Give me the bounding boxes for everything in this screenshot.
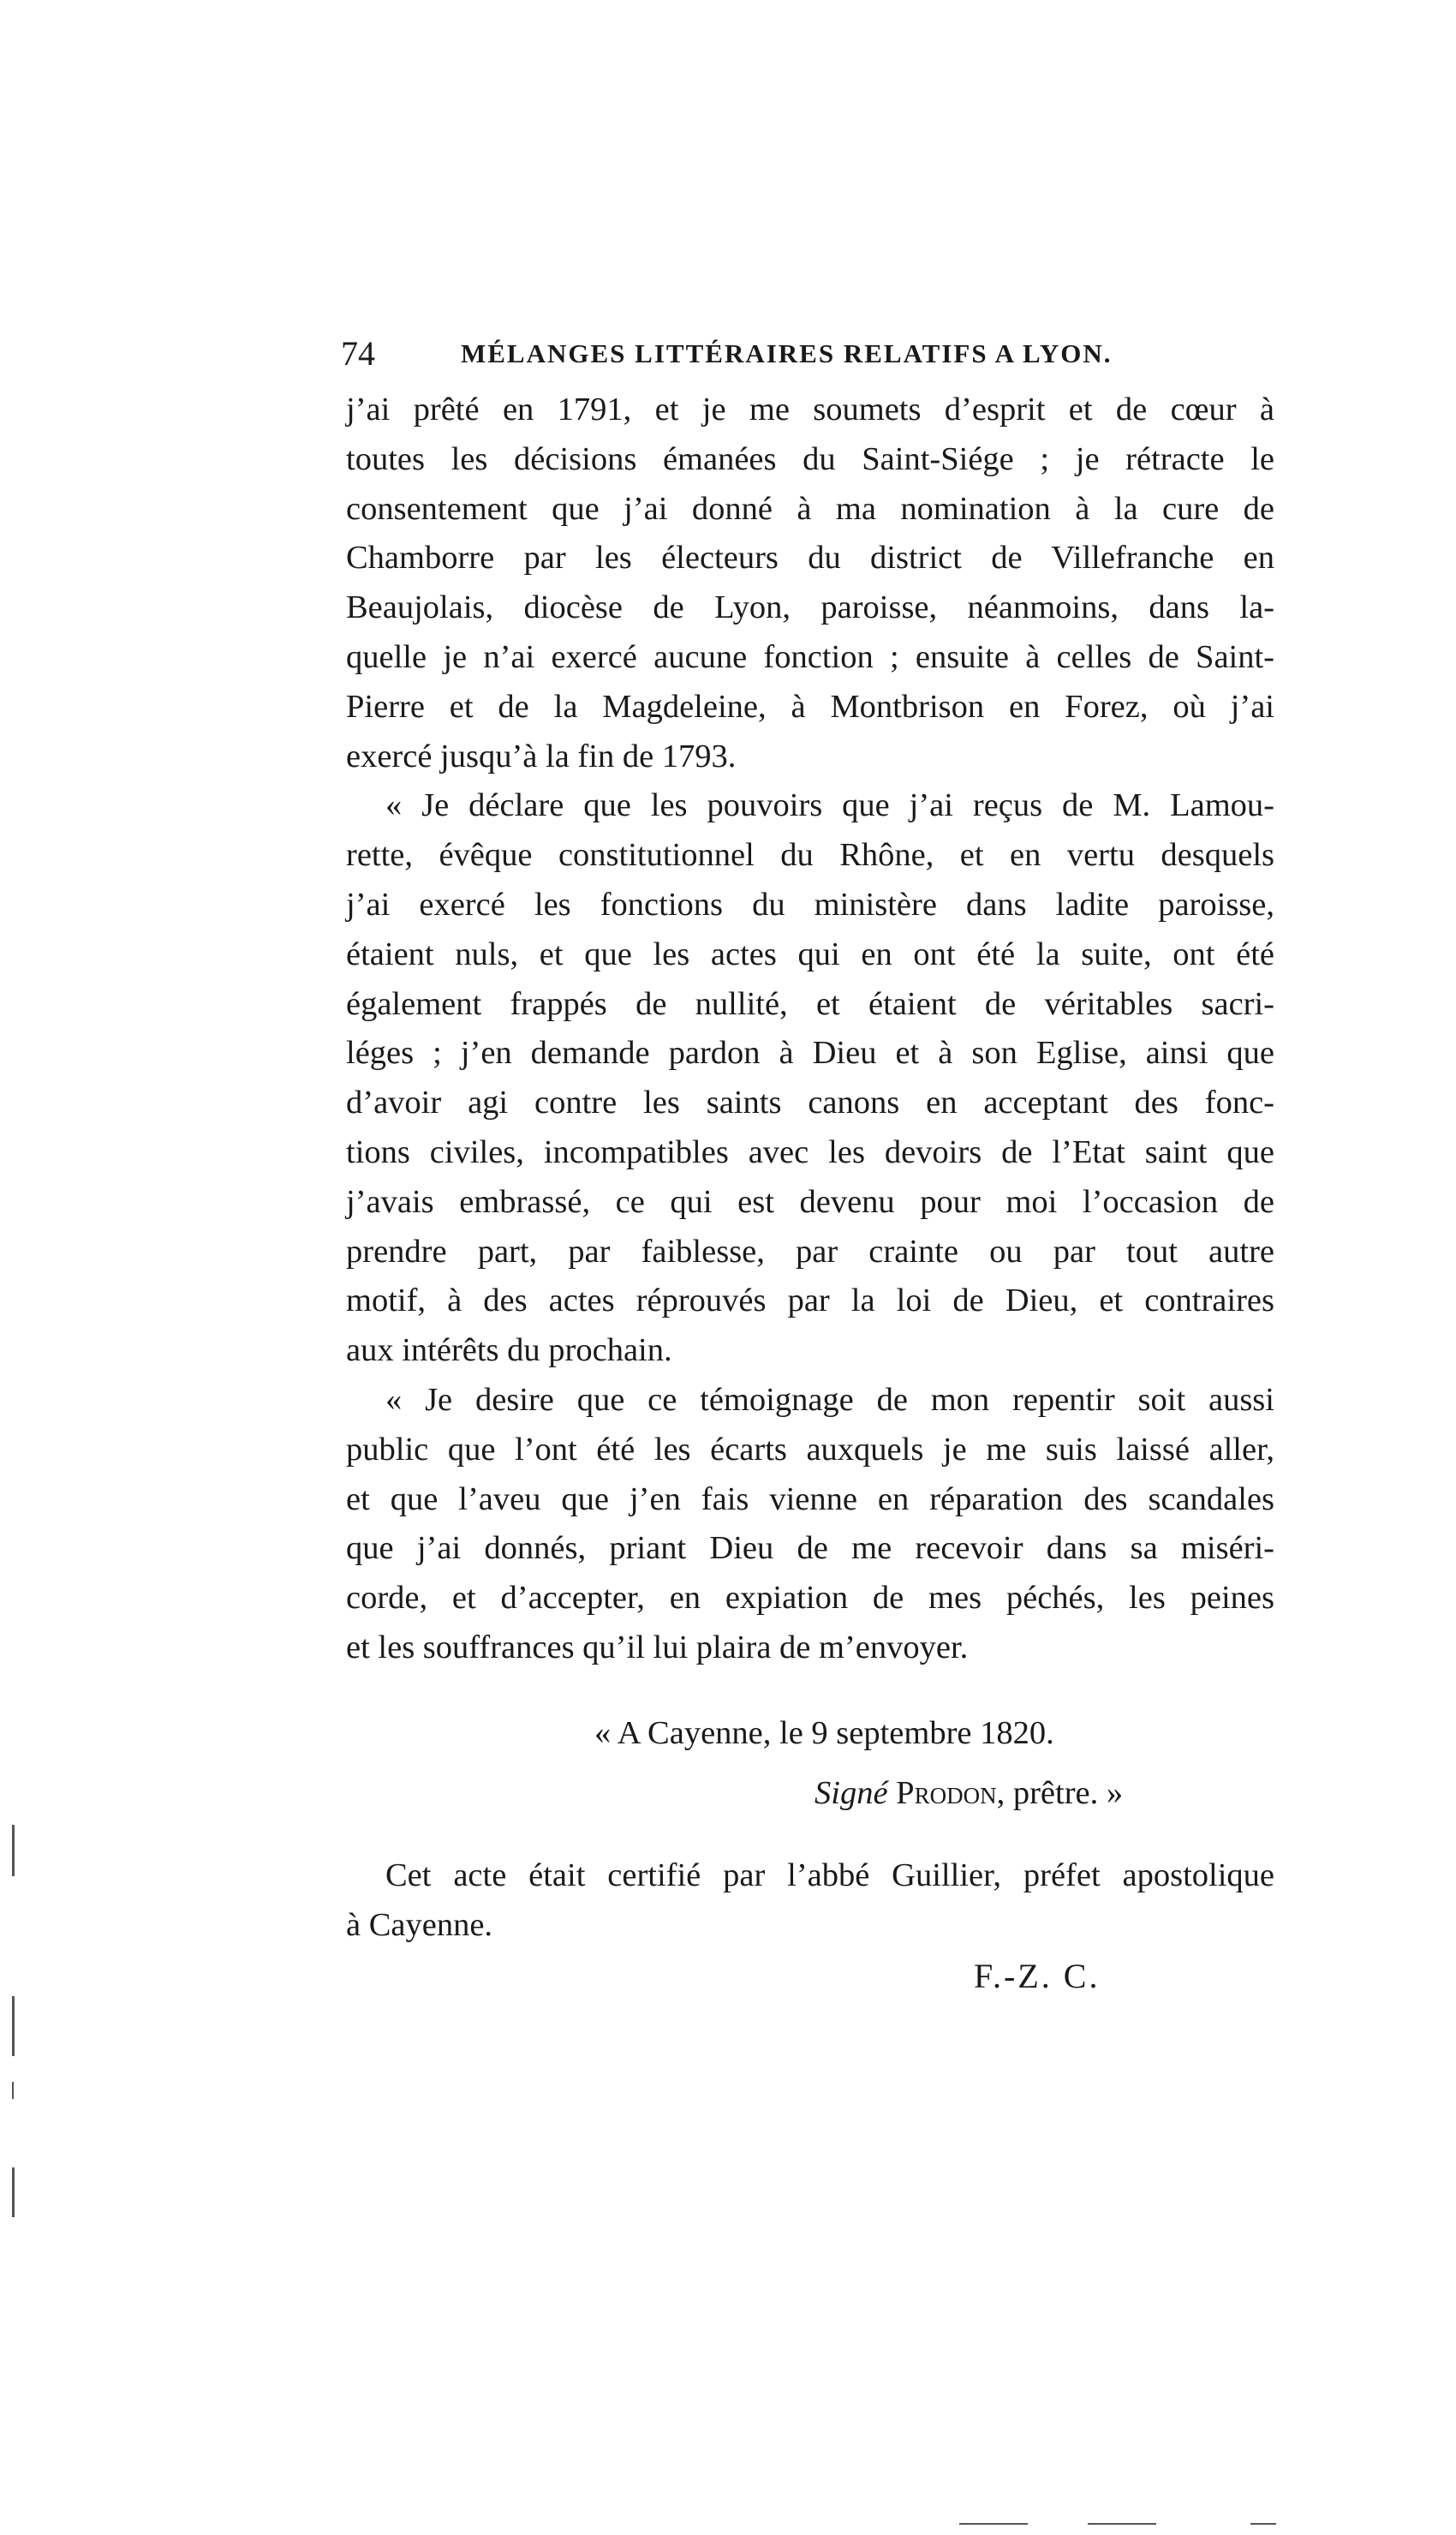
text-line: Beaujolais, diocèse de Lyon, paroisse, néanmoins, dans la- (346, 589, 1274, 626)
spacer (346, 1673, 1274, 1707)
text-line: exercé jusqu’à la fin de 1793. (346, 738, 737, 774)
text-line: et que l’aveu que j’en fais vienne en réparation des scandales (346, 1480, 1274, 1517)
signature-line (346, 1759, 1274, 1827)
paragraph (346, 386, 1274, 781)
scan-mark (959, 2523, 1028, 2525)
text-line: j’avais embrassé, ce qui est devenu pour moi l’occasion de (346, 1183, 1274, 1220)
text-line: j’ai prêté en 1791, et je me soumets d’esprit et de cœur à (346, 392, 1274, 427)
signe-word: Signé (815, 1774, 888, 1811)
running-head (341, 332, 1133, 375)
body-text (346, 386, 1274, 2003)
text-line: « Je desire que ce témoignage de mon repentir soit aussi (385, 1381, 1274, 1418)
running-title: MÉLANGES LITTÉRAIRES RELATIFS A LYON. (461, 338, 1113, 368)
text-line: que j’ai donnés, priant Dieu de me recevoir dans sa miséri- (346, 1530, 1274, 1567)
text-line: Pierre et de la Magdeleine, à Montbrison en Forez, où j’ai (346, 688, 1274, 725)
text-line: léges ; j’en demande pardon à Dieu et à son Eglise, ainsi que (346, 1035, 1274, 1072)
text-line: étaient nuls, et que les actes qui en ont été la suite, ont été (346, 936, 1274, 972)
text-line: et les souffrances qu’il lui plaira de m’envoyer. (346, 1629, 969, 1665)
text-line: tions civiles, incompatibles avec les devoirs de l’Etat saint que (346, 1133, 1274, 1170)
text-line: également frappés de nullité, et étaient de véritables sacri- (346, 985, 1274, 1022)
text-line: à Cayenne. (346, 1906, 493, 1943)
text-line: j’ai exercé les fonctions du ministère dans ladite paroisse, (346, 886, 1274, 923)
scan-mark (1250, 2523, 1276, 2525)
paragraph (346, 1376, 1274, 1673)
text-line: Chamborre par les électeurs du district de Villefranche en (346, 540, 1274, 577)
scan-mark (12, 2167, 15, 2217)
scan-mark (1088, 2523, 1156, 2525)
scan-mark (12, 1996, 15, 2056)
text-line: motif, à des actes réprouvés par la loi de Dieu, et contraires (346, 1282, 1274, 1319)
page-number: 74 (341, 334, 375, 373)
text-line: toutes les décisions émanées du Saint-Siége ; je rétracte le (346, 440, 1274, 477)
text-line: prendre part, par faiblesse, par crainte ou par tout autre (346, 1233, 1274, 1270)
text-line: public que l’ont été les écarts auxquels je me suis laissé aller, (346, 1431, 1274, 1468)
scan-mark (12, 2082, 14, 2099)
text-line: d’avoir agi contre les saints canons en acceptant des fonc- (346, 1085, 1274, 1121)
text-line: quelle je n’ai exercé aucune fonction ; ensuite à celles de Saint- (346, 638, 1274, 675)
dateline: « A Cayenne, le 9 septembre 1820. (594, 1714, 1054, 1751)
text-line: « Je déclare que les pouvoirs que j’ai reçus de M. Lamou- (385, 787, 1274, 824)
signature-rest: , prêtre. » (996, 1774, 1124, 1811)
text-line: corde, et d’accepter, en expiation de mes péchés, les peines (346, 1580, 1274, 1617)
closing-paragraph (346, 1851, 1274, 1951)
signatory-name: Prodon (896, 1774, 997, 1811)
text-line: aux intérêts du prochain. (346, 1332, 672, 1369)
paragraph (346, 781, 1274, 1376)
text-line: Cet acte était certifié par l’abbé Guillier, préfet apostolique (385, 1856, 1274, 1893)
text-line: consentement que j’ai donné à ma nomination à la cure de (346, 490, 1274, 527)
scan-mark (12, 1825, 15, 1876)
author-initials: F.-Z. C. (974, 1957, 1101, 1996)
text-line: rette, évêque constitutionnel du Rhône, et en vertu desquels (346, 837, 1274, 874)
